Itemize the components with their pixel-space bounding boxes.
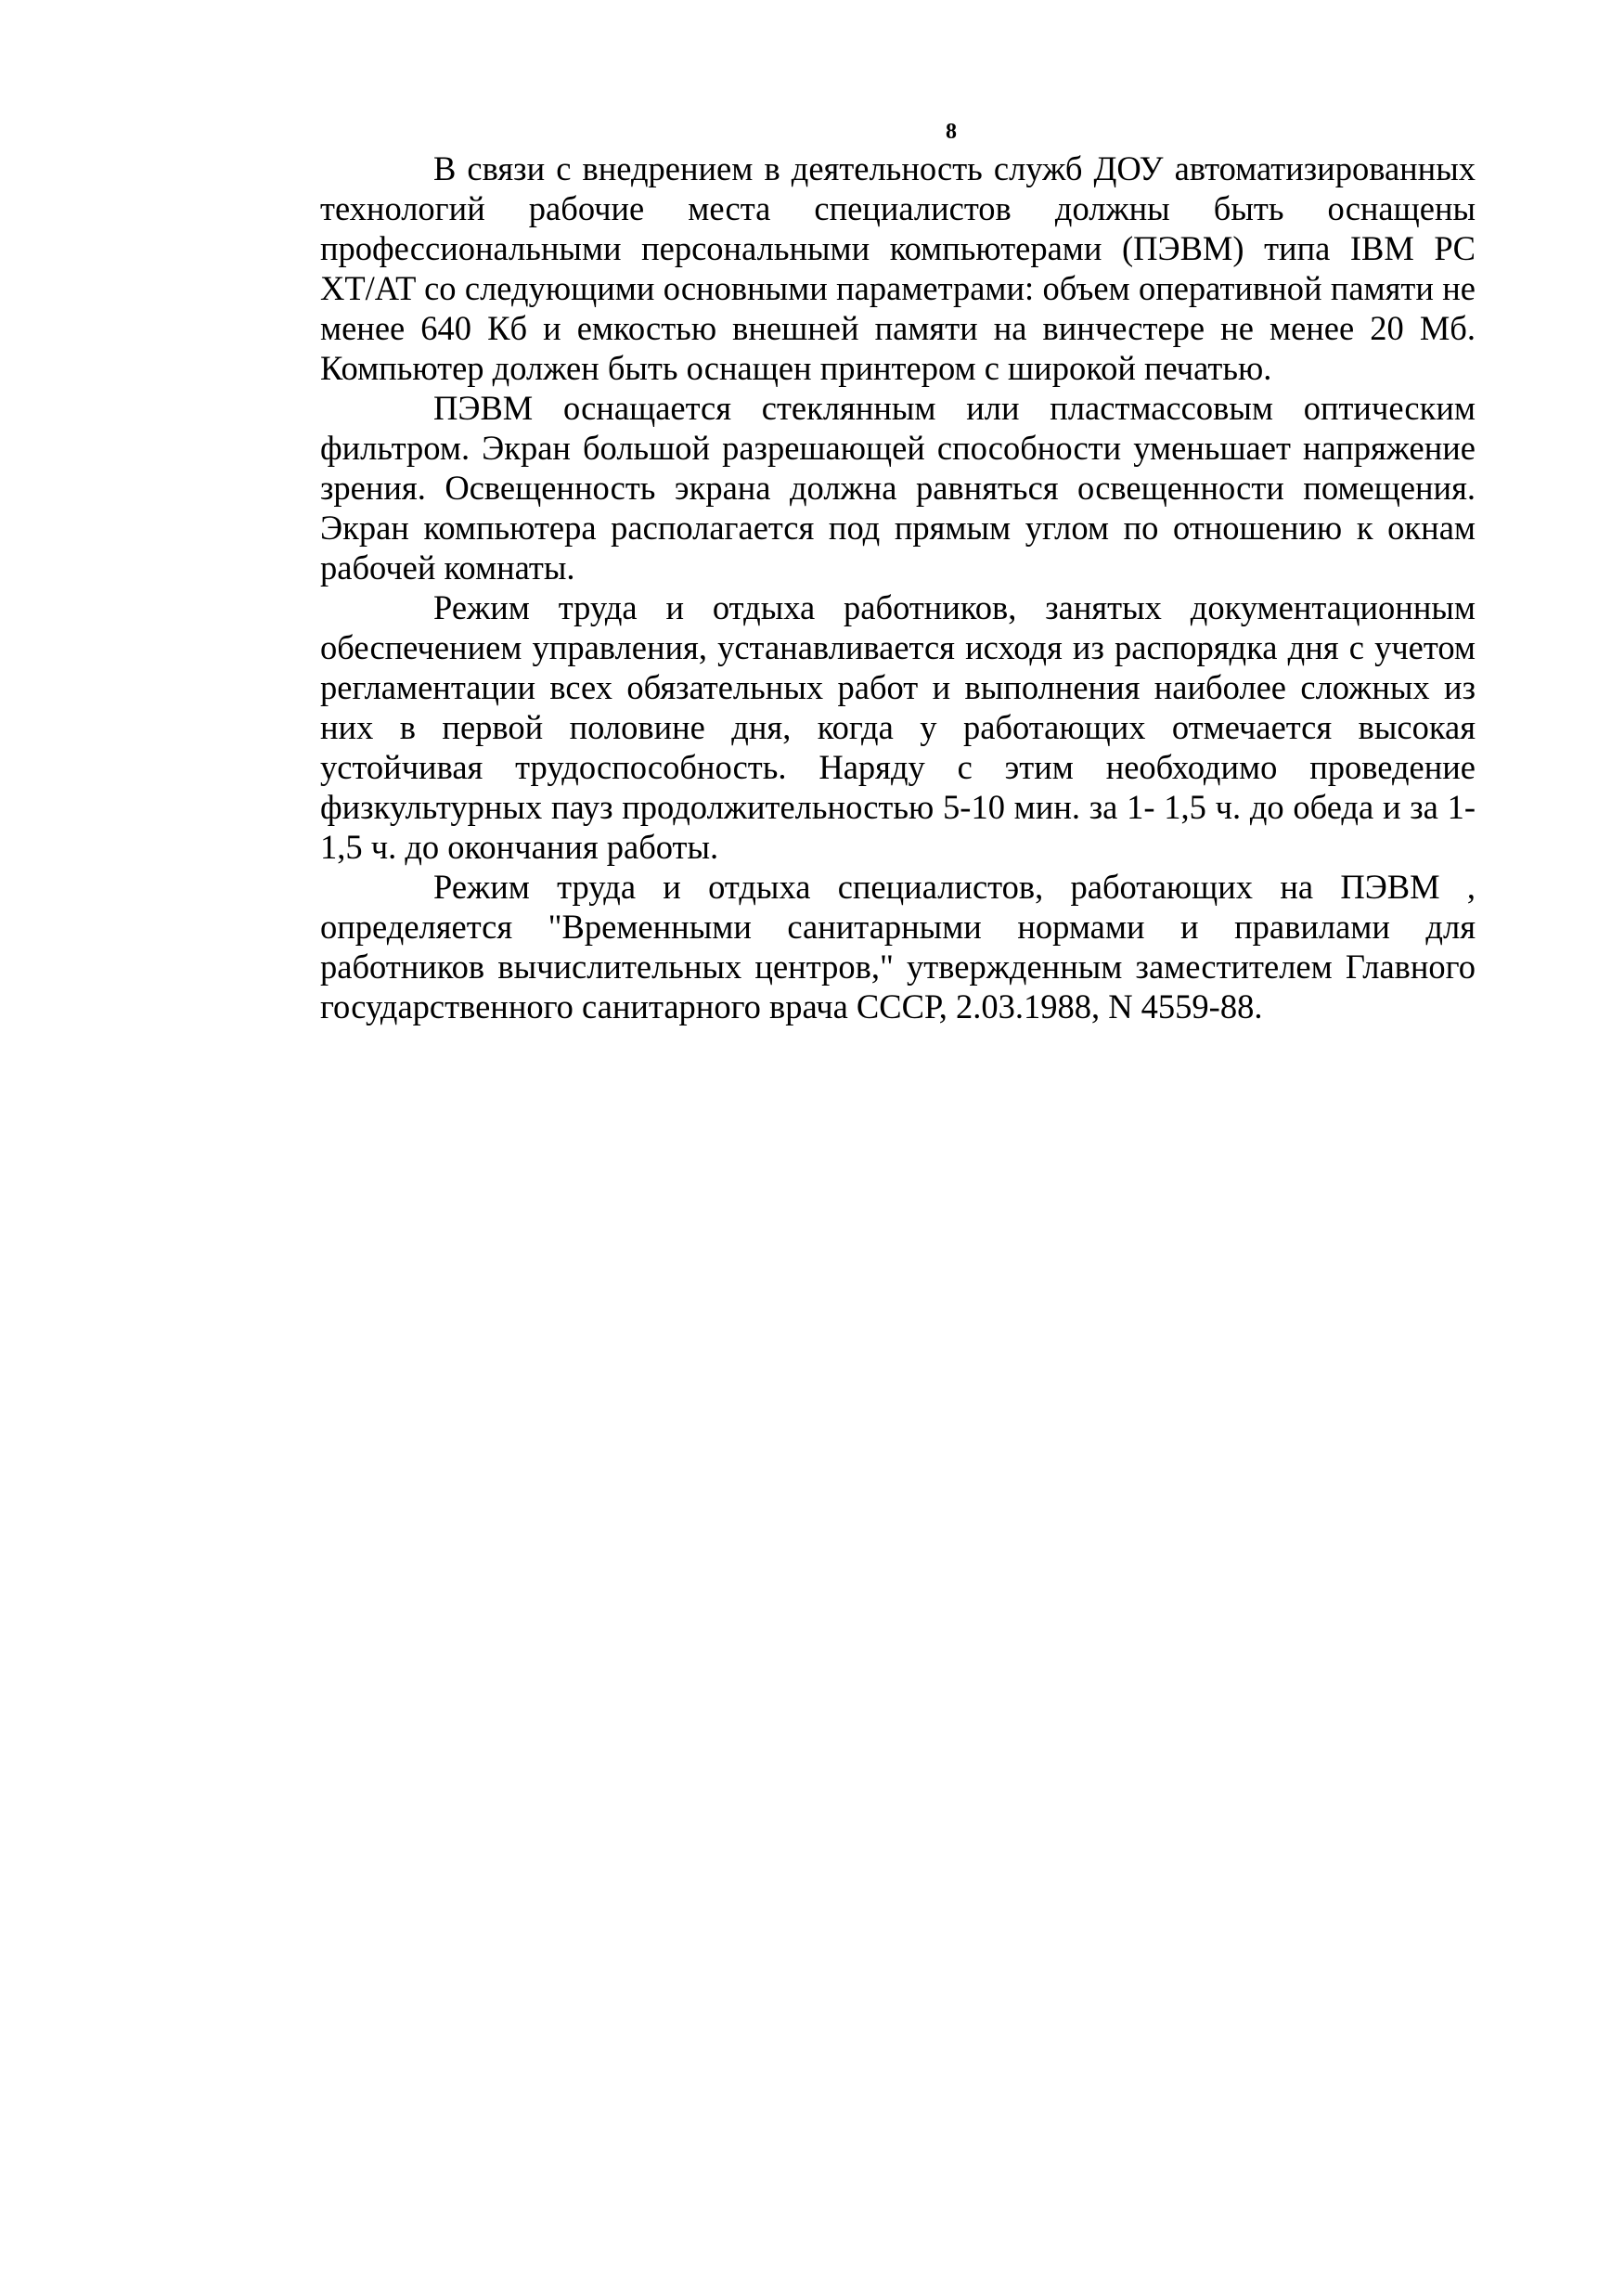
- paragraph-3: Режим труда и отдыха работников, занятых документационным обеспечением управления, устанавливается исходя из распорядка дня с учетом регламентации всех обязательных работ и выполнения наиболее сложных из них в первой половине дня, когда у работающих отмечается высокая устойчивая трудоспособность. Наряду с этим необходимо проведение физкультурных пауз продолжительностью 5-10 мин. за 1- 1,5 ч. до обеда и за 1-1,5 ч. до окончания работы.: [320, 588, 1476, 866]
- paragraph-1: В связи с внедрением в деятельность служб ДОУ автоматизированных технологий рабочие места специалистов должны быть оснащены профессиональными персональными компьютерами (ПЭВМ) типа IBM PC XT/AT со следующими основными параметрами: объем оперативной памяти не менее 640 Кб и емкостью внешней памяти на винчестере не менее 20 Мб. Компьютер должен быть оснащен принтером с широкой печатью.: [320, 149, 1476, 387]
- body-text: [320, 148, 1476, 1026]
- page-number: 8: [946, 120, 957, 144]
- paragraph-2: ПЭВМ оснащается стеклянным или пластмассовым оптическим фильтром. Экран большой разрешающей способности уменьшает напряжение зрения. Освещенность экрана должна равняться освещенности помещения. Экран компьютера располагается под прямым углом по отношению к окнам рабочей комнаты.: [320, 389, 1476, 587]
- paragraph-4: Режим труда и отдыха специалистов, работающих на ПЭВМ , определяется "Временными санитарными нормами и правилами для работников вычислительных центров," утвержденным заместителем Главного государственного санитарного врача СССР, 2.03.1988, N 4559-88.: [320, 868, 1476, 1025]
